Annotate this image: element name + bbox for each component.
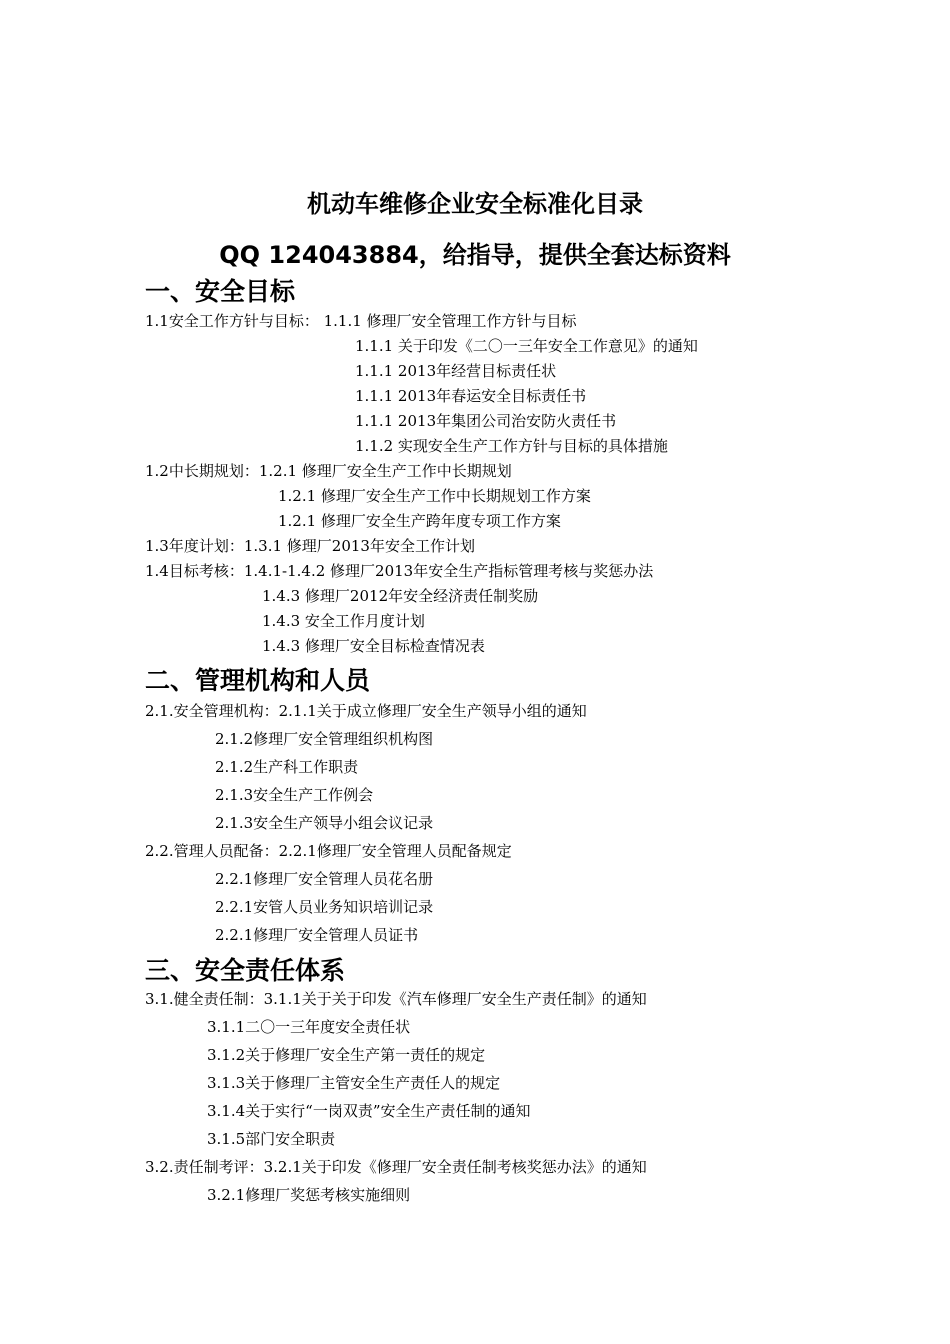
toc-line: 2.1.3安全生产领导小组会议记录 bbox=[215, 814, 434, 832]
toc-line: 1.4目标考核：1.4.1-1.4.2 修理厂2013年安全生产指标管理考核与奖惩办法 bbox=[145, 562, 654, 580]
toc-line: 2.1.安全管理机构：2.1.1关于成立修理厂安全生产领导小组的通知 bbox=[145, 702, 587, 720]
toc-line: 1.1.1 2013年经营目标责任状 bbox=[355, 362, 557, 380]
toc-line: 2.1.2修理厂安全管理组织机构图 bbox=[215, 730, 434, 748]
toc-line: 1.4.3 修理厂安全目标检查情况表 bbox=[262, 637, 485, 655]
toc-line: 3.1.健全责任制：3.1.1关于关于印发《汽车修理厂安全生产责任制》的通知 bbox=[145, 990, 647, 1008]
toc-line: 2.2.管理人员配备：2.2.1修理厂安全管理人员配备规定 bbox=[145, 842, 512, 860]
toc-line: 2.2.1修理厂安全管理人员证书 bbox=[215, 926, 419, 944]
toc-line: 3.1.2关于修理厂安全生产第一责任的规定 bbox=[207, 1046, 486, 1064]
section-heading-safety-goals: 一、安全目标 bbox=[145, 277, 296, 306]
toc-line: 1.1安全工作方针与目标： 1.1.1 修理厂安全管理工作方针与目标 bbox=[145, 312, 577, 330]
toc-line: 3.2.责任制考评：3.2.1关于印发《修理厂安全责任制考核奖惩办法》的通知 bbox=[145, 1158, 647, 1176]
document-title: 机动车维修企业安全标准化目录 bbox=[307, 190, 643, 218]
toc-line: 2.1.2生产科工作职责 bbox=[215, 758, 359, 776]
toc-line: 1.1.2 实现安全生产工作方针与目标的具体措施 bbox=[355, 437, 668, 455]
toc-line: 1.1.1 2013年集团公司治安防火责任书 bbox=[355, 412, 617, 430]
toc-line: 1.1.1 2013年春运安全目标责任书 bbox=[355, 387, 587, 405]
toc-line: 3.2.1修理厂奖惩考核实施细则 bbox=[207, 1186, 411, 1204]
section-heading-management: 二、管理机构和人员 bbox=[145, 666, 371, 695]
section-heading-responsibility: 三、安全责任体系 bbox=[145, 956, 346, 985]
toc-line: 1.4.3 修理厂2012年安全经济责任制奖励 bbox=[262, 587, 539, 605]
toc-line: 3.1.3关于修理厂主管安全生产责任人的规定 bbox=[207, 1074, 501, 1092]
toc-line: 1.4.3 安全工作月度计划 bbox=[262, 612, 425, 630]
toc-line: 3.1.1二〇一三年度安全责任状 bbox=[207, 1018, 411, 1036]
toc-line: 2.2.1修理厂安全管理人员花名册 bbox=[215, 870, 434, 888]
toc-line: 1.2中长期规划：1.2.1 修理厂安全生产工作中长期规划 bbox=[145, 462, 512, 480]
toc-line: 1.2.1 修理厂安全生产工作中长期规划工作方案 bbox=[278, 487, 591, 505]
toc-line: 1.2.1 修理厂安全生产跨年度专项工作方案 bbox=[278, 512, 561, 530]
toc-line: 2.1.3安全生产工作例会 bbox=[215, 786, 374, 804]
toc-line: 3.1.5部门安全职责 bbox=[207, 1130, 336, 1148]
toc-line: 2.2.1安管人员业务知识培训记录 bbox=[215, 898, 434, 916]
toc-line: 1.3年度计划：1.3.1 修理厂2013年安全工作计划 bbox=[145, 537, 475, 555]
document-subtitle: QQ 124043884，给指导，提供全套达标资料 bbox=[219, 241, 731, 269]
toc-line: 1.1.1 关于印发《二〇一三年安全工作意见》的通知 bbox=[355, 337, 698, 355]
toc-line: 3.1.4关于实行“一岗双责”安全生产责任制的通知 bbox=[207, 1102, 531, 1120]
